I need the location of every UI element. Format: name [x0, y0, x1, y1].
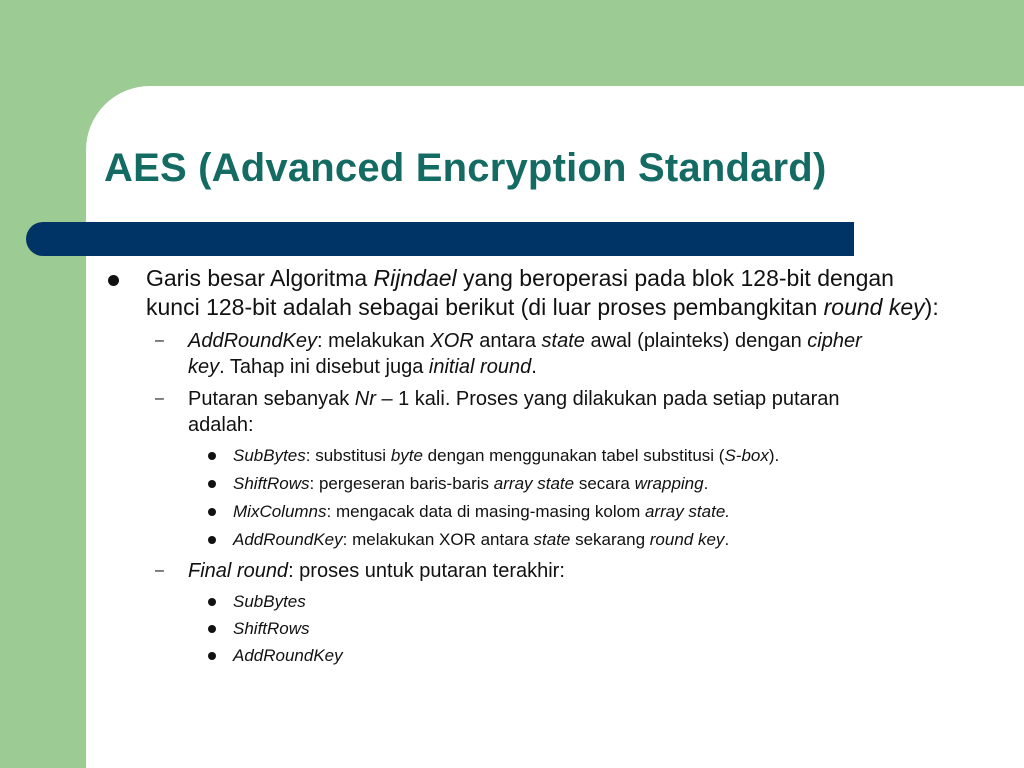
bullet-dot-icon: [208, 598, 216, 606]
dash-icon: –: [155, 332, 164, 349]
text-italic: SubBytes: [233, 592, 306, 611]
text: dengan menggunakan tabel substitusi (: [422, 446, 725, 465]
text: sekarang: [570, 530, 650, 549]
subsubbullet-subbytes: [104, 445, 923, 467]
text-italic: AddRoundKey: [233, 530, 343, 549]
text: .: [531, 356, 537, 378]
text-italic: state: [541, 330, 585, 352]
final-addroundkey: [104, 645, 923, 667]
bullet-main: [104, 264, 946, 322]
text-italic: byte: [390, 446, 423, 465]
text-italic: state: [533, 530, 571, 549]
text: : pergeseran baris-baris: [309, 474, 494, 493]
text: – 1 kali. Proses yang dilakukan pada setiap putaran adalah:: [188, 388, 840, 436]
bullet-dot-icon: [208, 480, 216, 488]
text: : proses untuk putaran terakhir:: [288, 560, 565, 582]
text: .: [724, 530, 730, 549]
dash-icon: –: [155, 390, 164, 407]
text-italic: AddRoundKey: [233, 646, 343, 665]
text: .: [703, 474, 709, 493]
text: secara: [574, 474, 635, 493]
dash-icon: –: [155, 562, 164, 579]
text: : mengacak data di masing-masing kolom: [326, 502, 645, 521]
text-italic: ShiftRows: [233, 619, 310, 638]
slide-title: AES (Advanced Encryption Standard): [104, 146, 827, 190]
title-underline-bar: [26, 222, 854, 256]
text-italic: Rijndael: [373, 265, 457, 291]
bullet-dot-icon: [208, 508, 216, 516]
subbullet-final-round: [104, 558, 888, 584]
slide-content: [104, 264, 984, 667]
subbullet-addroundkey: [104, 328, 888, 380]
text: ).: [768, 446, 780, 465]
text: awal (plainteks) dengan: [584, 330, 808, 352]
text-italic: Nr: [354, 388, 376, 410]
bullet-dot-icon: [208, 452, 216, 460]
subbullet-putaran: [104, 386, 888, 438]
text: ):: [924, 294, 939, 320]
text: : melakukan: [316, 330, 431, 352]
text: Putaran sebanyak: [188, 388, 355, 410]
text: Garis besar Algoritma: [146, 265, 374, 291]
text-italic: cipher key: [188, 330, 862, 378]
text-italic: S-box: [724, 446, 769, 465]
text-italic: array state.: [644, 502, 731, 521]
text-italic: Final round: [188, 560, 289, 582]
text-italic: AddRoundKey: [188, 330, 317, 352]
text-italic: round key: [823, 294, 925, 320]
text-italic: round key: [649, 530, 725, 549]
final-shiftrows: [104, 618, 923, 640]
bullet-dot-icon: [208, 536, 216, 544]
text: . Tahap ini disebut juga: [219, 356, 429, 378]
text-italic: SubBytes: [233, 446, 306, 465]
text: yang beroperasi pada blok 128-bit dengan kunci 128-bit adalah sebagai berikut (di luar proses pembangkitan: [146, 265, 894, 320]
bullet-dot-icon: [208, 625, 216, 633]
text-italic: XOR: [430, 330, 474, 352]
subsubbullet-shiftrows: [104, 473, 923, 495]
text-italic: MixColumns: [233, 502, 327, 521]
bullet-dot-icon: [208, 652, 216, 660]
text: : melakukan XOR antara: [342, 530, 534, 549]
text-italic: ShiftRows: [233, 474, 310, 493]
text-italic: array state: [493, 474, 575, 493]
final-subbytes: [104, 591, 923, 613]
text-italic: wrapping: [634, 474, 704, 493]
subsubbullet-mixcolumns: [104, 501, 923, 523]
subsubbullet-addroundkey: [104, 529, 923, 551]
text: : substitusi: [305, 446, 391, 465]
bullet-dot-icon: [108, 275, 119, 286]
text: antara: [473, 330, 542, 352]
text-italic: initial round: [428, 356, 532, 378]
